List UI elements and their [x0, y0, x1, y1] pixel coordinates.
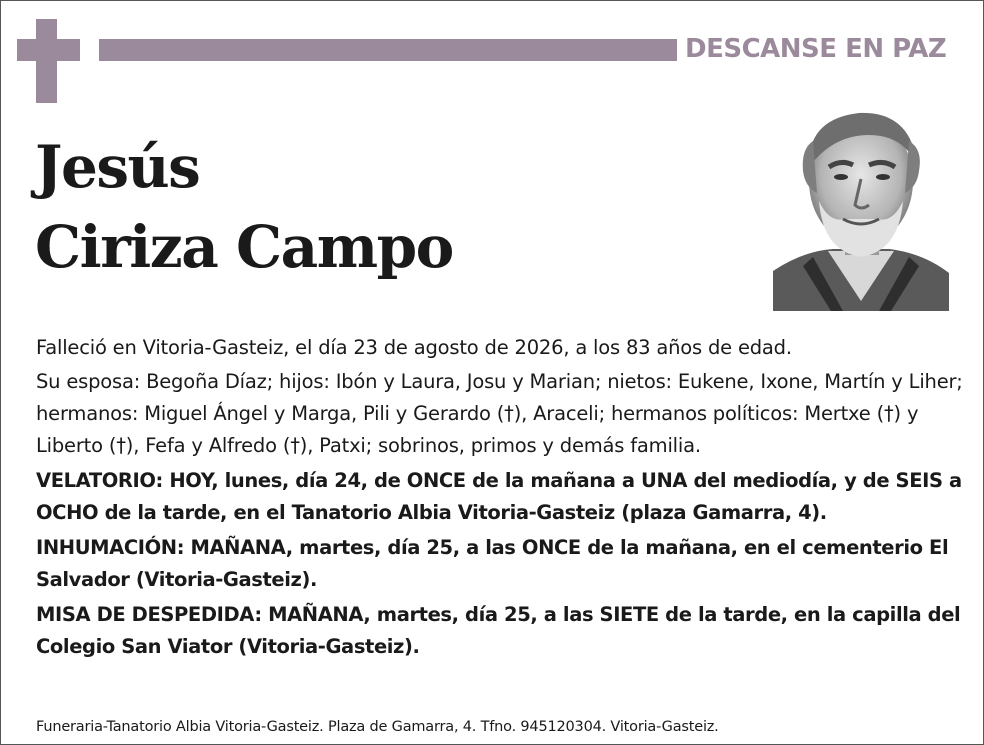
burial-info: INHUMACIÓN: MAÑANA, martes, día 25, a las ONCE de la mañana, en el cementerio El Salvador (Vitoria-Gasteiz).: [36, 536, 949, 591]
funeral-home-footer: Funeraria-Tanatorio Albia Vitoria-Gasteiz. Plaza de Gamarra, 4. Tfno. 945120304. Vitoria-Gasteiz.: [36, 719, 719, 735]
cross-icon: [36, 19, 57, 103]
portrait-illustration: [773, 101, 949, 311]
portrait-photo: [773, 101, 949, 311]
family-list: Su esposa: Begoña Díaz; hijos: Ibón y Laura, Josu y Marian; nietos: Eukene, Ixone, Martín y Liher; hermanos: Miguel Ángel y Marga, Pili y Gerardo (†), Araceli; hermanos políticos: Mertxe (†) y Liberto (†), Fefa y Alfredo (†), Patxi; sobrinos, primos y demás familia.: [36, 370, 963, 457]
deceased-first-name: Jesús: [35, 133, 200, 201]
mass-info: MISA DE DESPEDIDA: MAÑANA, martes, día 25, a las SIETE de la tarde, en la capilla del Colegio San Viator (Vitoria-Gasteiz).: [36, 603, 961, 658]
cross-icon-arm: [17, 39, 80, 61]
header-divider: [99, 39, 677, 61]
deceased-last-name: Ciriza Campo: [35, 213, 453, 281]
wake-info: VELATORIO: HOY, lunes, día 24, de ONCE de la mañana a UNA del mediodía, y de SEIS a OCHO de la tarde, en el Tanatorio Albia Vitoria-Gasteiz (plaza Gamarra, 4).: [36, 469, 962, 524]
death-notice: Falleció en Vitoria-Gasteiz, el día 23 de agosto de 2026, a los 83 años de edad.: [36, 336, 792, 359]
obituary-body: [36, 332, 966, 663]
header-label: DESCANSE EN PAZ: [685, 34, 947, 64]
